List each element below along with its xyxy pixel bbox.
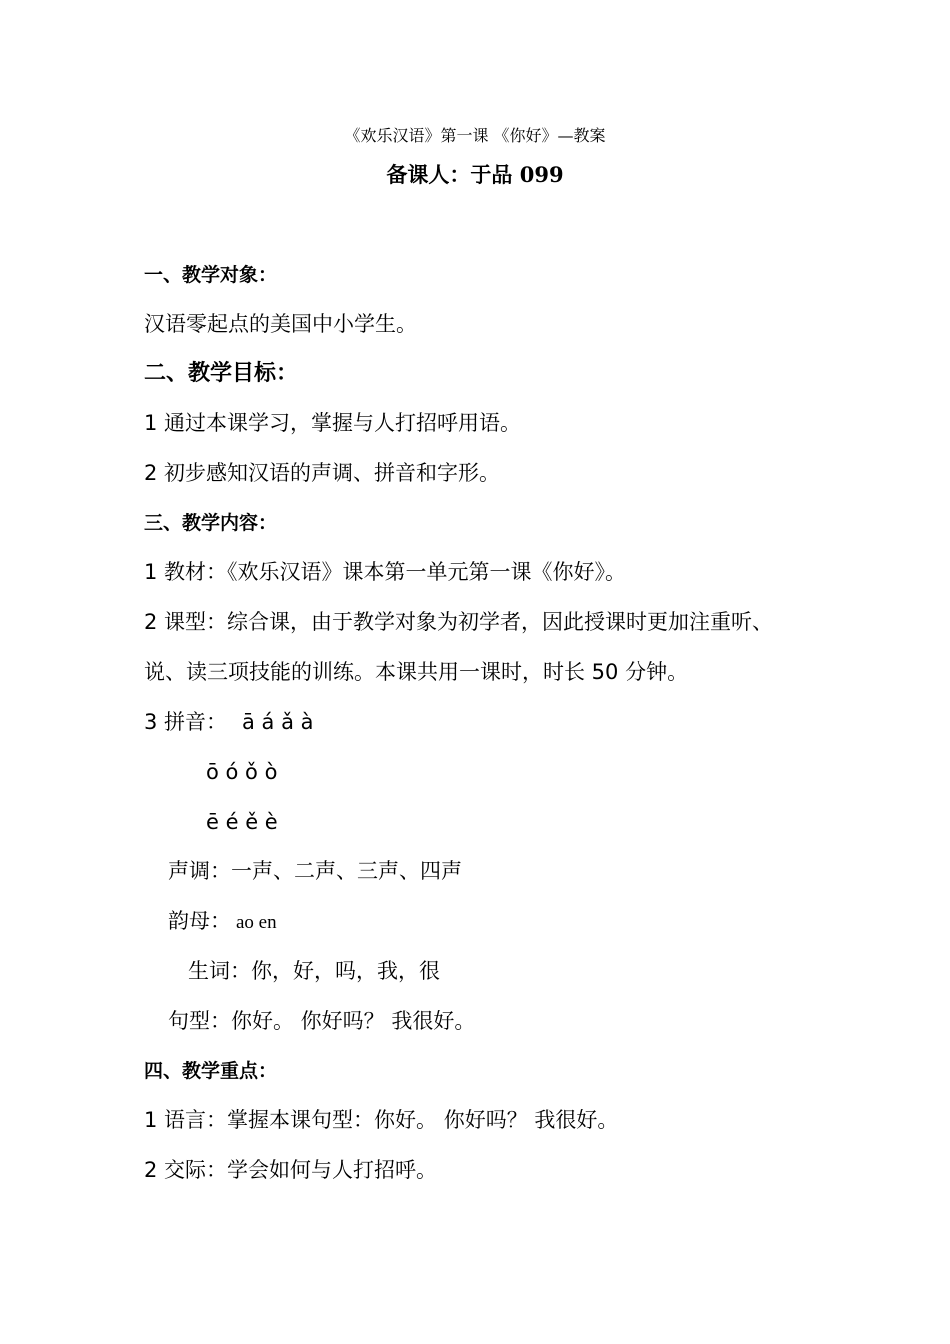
- section-heading-teaching-target: 一、教学对象：: [144, 264, 278, 286]
- document-author: 备课人：于品 099: [386, 162, 564, 187]
- list-item-key-point-1: 1 语言：掌握本课句型：你好。 你好吗？ 我很好。: [144, 1108, 619, 1132]
- list-item-goal-2: 2 初步感知汉语的声调、拼音和字形。: [144, 461, 501, 485]
- list-item-content-2-line1: 2 课型：综合课，由于教学对象为初学者，因此授课时更加注重听、: [144, 610, 774, 634]
- list-item-key-point-2: 2 交际：学会如何与人打招呼。: [144, 1158, 438, 1182]
- section-heading-key-points: 四、教学重点：: [144, 1060, 278, 1082]
- section-heading-teaching-content: 三、教学内容：: [144, 512, 278, 534]
- list-item-content-1: 1 教材：《欢乐汉语》课本第一单元第一课《你好》。: [144, 560, 627, 584]
- pinyin-a-tones: ā á ǎ à: [242, 710, 314, 734]
- section-heading-teaching-goals: 二、教学目标：: [144, 361, 299, 386]
- document-title: 《欢乐汉语》第一课 《你好》—教案: [344, 126, 606, 145]
- pinyin-o-tones: ō ó ǒ ò: [206, 760, 278, 784]
- pinyin-label: 3 拼音：: [144, 710, 228, 734]
- list-item-goal-1: 1 通过本课学习，掌握与人打招呼用语。: [144, 411, 522, 435]
- paragraph-teaching-target: 汉语零起点的美国中小学生。: [144, 312, 417, 336]
- finals-label: 韵母：: [168, 909, 231, 933]
- sentence-patterns-line: 句型：你好。 你好吗？ 我很好。: [168, 1009, 476, 1033]
- pinyin-e-tones: ē é ě è: [206, 810, 278, 834]
- finals-values: ao en: [236, 912, 277, 933]
- tones-line: 声调：一声、二声、三声、四声: [168, 859, 462, 883]
- new-words-line: 生词：你，好，吗，我，很: [188, 959, 440, 983]
- list-item-content-2-line2: 说、读三项技能的训练。本课共用一课时，时长 50 分钟。: [144, 660, 689, 684]
